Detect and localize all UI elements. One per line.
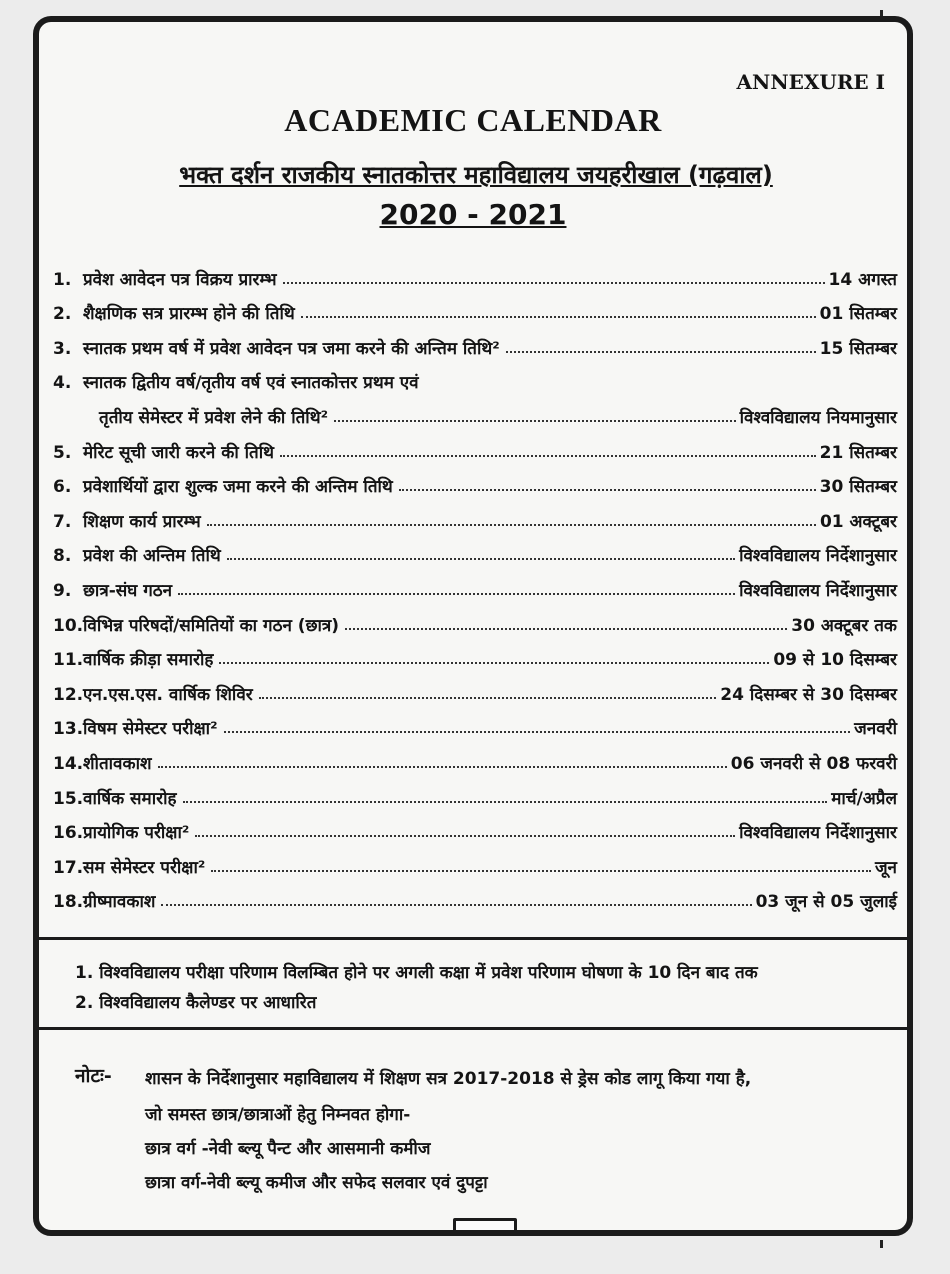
section-divider <box>39 937 907 940</box>
item-label: वार्षिक समारोह <box>83 788 177 809</box>
item-label: मेरिट सूची जारी करने की तिथि <box>83 442 275 463</box>
item-label: शैक्षणिक सत्र प्रारम्भ होने की तिथि <box>83 304 295 325</box>
item-number: 18. <box>53 892 84 913</box>
item-value: मार्च/अप्रैल <box>831 788 897 809</box>
item-value: 21 सितम्बर <box>819 442 897 463</box>
leader-dots <box>195 835 735 837</box>
item-number: 2. <box>53 304 72 325</box>
item-number: 9. <box>53 580 72 601</box>
item-label: शीतावकाश <box>83 753 152 774</box>
leader-dots <box>227 558 735 560</box>
document-page <box>33 16 913 1236</box>
leader-dots <box>219 662 769 664</box>
item-number: 3. <box>53 338 72 359</box>
item-value: 03 जून से 05 जुलाई <box>755 892 897 913</box>
item-value: विश्वविद्यालय नियमानुसार <box>739 407 897 428</box>
list-item <box>53 497 897 532</box>
item-label: छात्र-संघ गठन <box>83 580 173 601</box>
leader-dots <box>345 628 787 630</box>
item-number: 15. <box>53 788 84 809</box>
scan-speck <box>880 1240 883 1248</box>
footnote: 2. विश्वविद्यालय कैलेण्डर पर आधारित <box>75 993 317 1013</box>
item-value: 24 दिसम्बर से 30 दिसम्बर <box>720 684 897 705</box>
college-name: भक्त दर्शन राजकीय स्नातकोत्तर महाविद्यालय जयहरीखाल (गढ़वाल) <box>179 161 773 189</box>
item-label: स्नातक द्वितीय वर्ष/तृतीय वर्ष एवं स्नातकोत्तर प्रथम एवं <box>83 373 419 394</box>
footnote: 1. विश्वविद्यालय परीक्षा परिणाम विलम्बित होने पर अगली कक्षा में प्रवेश परिणाम घोषणा के 10 दिन बाद तक <box>75 963 758 983</box>
leader-dots <box>161 904 751 906</box>
item-number: 13. <box>53 719 84 740</box>
leader-dots <box>283 282 825 284</box>
item-label: प्रवेशार्थियों द्वारा शुल्क जमा करने की अन्तिम तिथि <box>83 477 393 498</box>
note-label: नोटः- <box>75 1065 112 1087</box>
item-value: 14 अगस्त <box>828 269 897 290</box>
leader-dots <box>280 455 816 457</box>
list-item <box>53 774 897 809</box>
leader-dots <box>224 731 851 733</box>
leader-dots <box>301 316 816 318</box>
note-line: जो समस्त छात्र/छात्राओं हेतु निम्नवत होगा- <box>145 1105 411 1125</box>
list-item <box>53 809 897 844</box>
list-item <box>53 843 897 878</box>
leader-dots <box>183 801 828 803</box>
list-item <box>53 255 897 290</box>
item-number: 6. <box>53 477 72 498</box>
item-number: 4. <box>53 373 72 394</box>
item-number: 11. <box>53 650 84 671</box>
item-label: स्नातक प्रथम वर्ष में प्रवेश आवेदन पत्र जमा करने की अन्तिम तिथि² <box>83 338 500 359</box>
list-item <box>53 878 897 913</box>
list-item <box>53 532 897 567</box>
list-item <box>53 428 897 463</box>
item-number: 17. <box>53 857 84 878</box>
item-number: 8. <box>53 546 72 567</box>
item-number: 10. <box>53 615 84 636</box>
list-item <box>53 636 897 671</box>
page-number-box <box>453 1218 517 1236</box>
item-label: शिक्षण कार्य प्रारम्भ <box>83 511 201 532</box>
item-number: 16. <box>53 823 84 844</box>
session-year: 2020 - 2021 <box>379 198 567 231</box>
item-value: 30 सितम्बर <box>819 477 897 498</box>
list-item <box>53 566 897 601</box>
item-value: 01 सितम्बर <box>819 304 897 325</box>
list-item <box>53 601 897 636</box>
item-value: विश्वविद्यालय निर्देशानुसार <box>739 823 897 844</box>
item-value: 06 जनवरी से 08 फरवरी <box>730 753 897 774</box>
item-label: विषम सेमेस्टर परीक्षा² <box>83 719 218 740</box>
item-label: विभिन्न परिषदों/समितियों का गठन (छात्र) <box>83 615 340 636</box>
list-item <box>53 393 897 428</box>
list-item <box>53 324 897 359</box>
note-line: छात्र वर्ग -नेवी ब्ल्यू पैन्ट और आसमानी कमीज <box>145 1139 431 1159</box>
item-value: 15 सितम्बर <box>819 338 897 359</box>
list-item <box>53 463 897 498</box>
item-value: जनवरी <box>854 719 897 740</box>
item-number: 7. <box>53 511 72 532</box>
leader-dots <box>334 420 736 422</box>
section-divider <box>39 1027 907 1030</box>
list-item <box>53 670 897 705</box>
item-value: विश्वविद्यालय निर्देशानुसार <box>739 546 897 567</box>
list-item <box>53 290 897 325</box>
leader-dots <box>506 351 816 353</box>
leader-dots <box>178 593 735 595</box>
item-number: 12. <box>53 684 84 705</box>
item-label: प्रवेश की अन्तिम तिथि <box>83 546 221 567</box>
page-title: ACADEMIC CALENDAR <box>284 102 662 138</box>
calendar-list <box>53 255 897 912</box>
item-label: तृतीय सेमेस्टर में प्रवेश लेने की तिथि² <box>99 407 329 428</box>
leader-dots <box>158 766 727 768</box>
item-label: सम सेमेस्टर परीक्षा² <box>83 857 206 878</box>
item-value: 09 से 10 दिसम्बर <box>773 650 897 671</box>
item-number: 1. <box>53 269 72 290</box>
item-label: प्रायोगिक परीक्षा² <box>83 823 190 844</box>
annexure-label: ANNEXURE I <box>736 70 885 94</box>
item-value: 30 अक्टूबर तक <box>791 615 897 636</box>
leader-dots <box>211 870 871 872</box>
leader-dots <box>259 697 717 699</box>
note-line: छात्रा वर्ग-नेवी ब्ल्यू कमीज और सफेद सलवार एवं दुपट्टा <box>145 1173 488 1193</box>
note-line: शासन के निर्देशानुसार महाविद्यालय में शिक्षण सत्र 2017-2018 से ड्रेस कोड लागू किया गया है, <box>145 1069 752 1089</box>
item-label: ग्रीष्मावकाश <box>83 892 156 913</box>
list-item <box>53 359 897 394</box>
item-value: विश्वविद्यालय निर्देशानुसार <box>739 580 897 601</box>
item-label: वार्षिक क्रीड़ा समारोह <box>83 650 214 671</box>
item-value: 01 अक्टूबर <box>819 511 897 532</box>
leader-dots <box>207 524 816 526</box>
leader-dots <box>399 489 816 491</box>
item-label: प्रवेश आवेदन पत्र विक्रय प्रारम्भ <box>83 269 277 290</box>
item-number: 14. <box>53 753 84 774</box>
item-number: 5. <box>53 442 72 463</box>
list-item <box>53 739 897 774</box>
item-value: जून <box>874 857 897 878</box>
list-item <box>53 705 897 740</box>
item-label: एन.एस.एस. वार्षिक शिविर <box>83 684 253 705</box>
